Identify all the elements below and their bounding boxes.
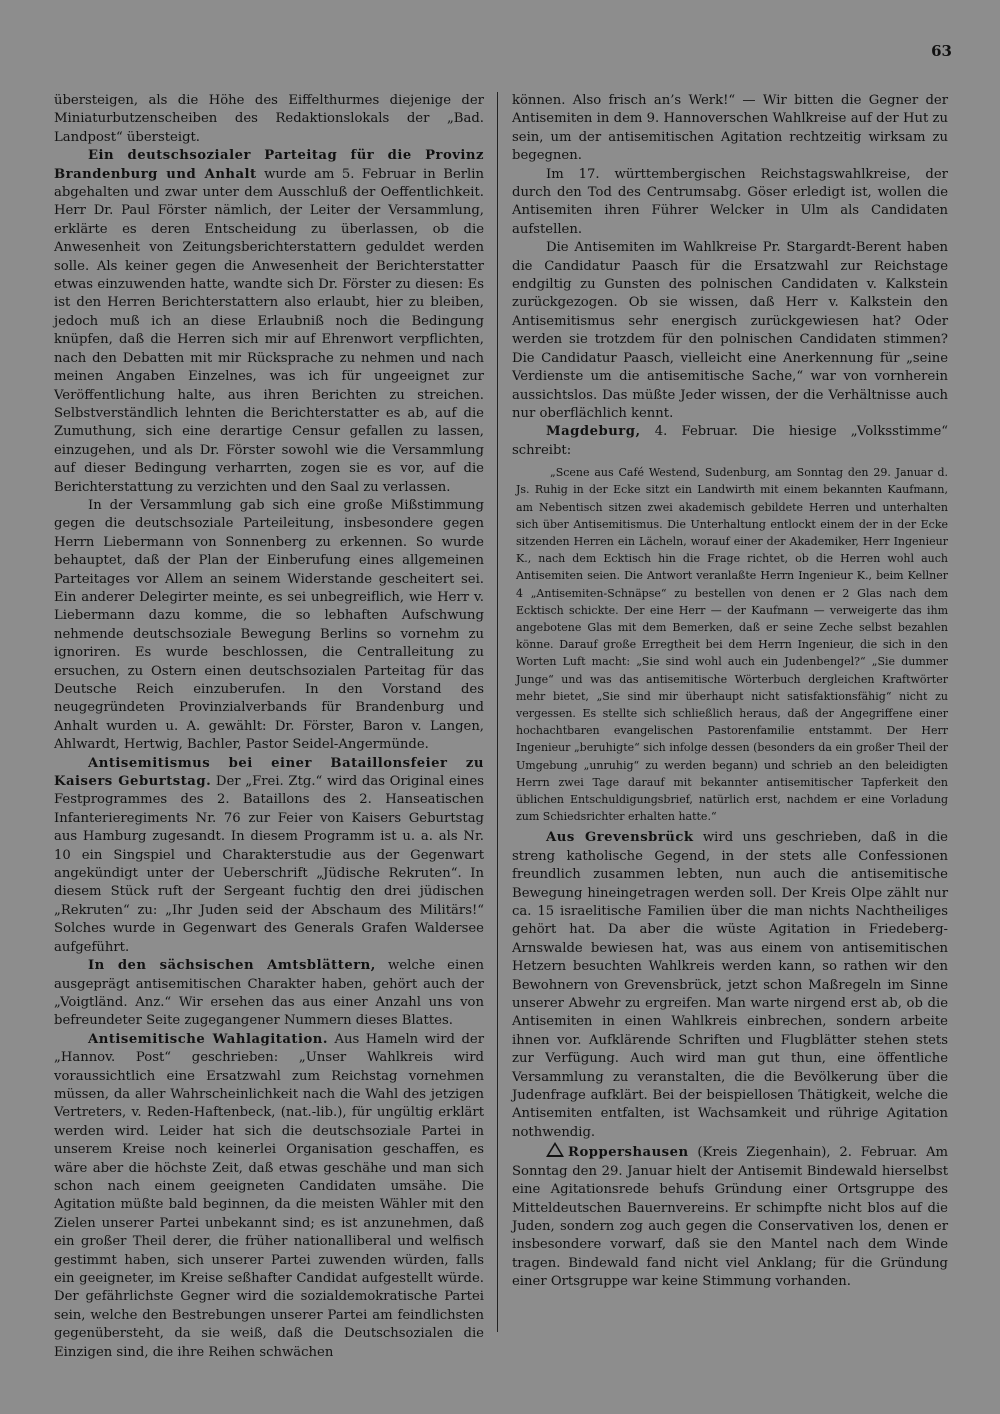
page-number: 63 bbox=[931, 42, 952, 60]
paragraph: Im 17. württembergischen Reichstagswahlkreise, der durch den Tod des Centrumsabg. Göser erledigt ist, wollen die Antisemiten ihren Führer Welcker in Ulm als Candidaten aufstellen. bbox=[512, 166, 948, 237]
paragraph: Die Antisemiten im Wahlkreise Pr. Stargardt-Berent haben die Candidatur Paasch für die Ersatzwahl zur Reichstage endgiltig zu Gunsten des polnischen Candidaten v. Kalkstein zurückgezogen. Ob sie wissen, daß Herr v. Kalkstein den Antisemitismus sehr energisch zurückgewiesen hat? Oder werden sie trotzdem für den polnischen Candidaten stimmen? Die Candidatur Paasch, vielleicht eine Anerkennung für „seine Verdienste um die antisemitische Sache,“ war von vornherein aussichtslos. Das müßte Jeder wissen, der die Verhältnisse auch nur oberflächlich kennt. bbox=[512, 240, 948, 421]
quoted-passage bbox=[512, 464, 948, 825]
article-heading: Ein deutschsozialer Parteitag für die Provinz Brandenburg und Anhalt bbox=[54, 148, 484, 182]
article-bataillonsfeier bbox=[54, 755, 484, 957]
article-heading: Antisemitismus bei einer Bataillonsfeier zu Kaisers Geburtstag. bbox=[54, 755, 484, 790]
article-text: wird uns geschrieben, daß in die streng katholische Gegend, in der stets alle Confessionen freundlich zusammen lebten, nun auch die antisemitische Bewegung hineingetragen werden soll. Der Kreis Olpe zählt nur ca. 15 israelitische Familien über die man nichts Nachtheiliges gehört hat. Da aber die wüste Agitation in Friedeberg-Arnswalde bewiesen hat, was aus einem von antisemitischen Hetzern besuchten Wahlkreis werden kann, so rathen wir den Bewohnern von Grevensbrück, jetzt schon Maßregeln im Sinne unserer Abwehr zu ergreifen. Man warte nirgend erst ab, ob die Antisemiten in einen Wahlkreis einbrechen, sondern arbeite ihnen vor. Aufklärende Schriften und Flugblätter stehen stets zur Verfügung. Auch wird man gut thun, eine öffentliche Versammlung zu veranstalten, die die Bevölkerung über die Judenfrage aufklärt. Bei der beispiellosen Thätigkeit, welche die Antisemiten entfalten, ist Wachsamkeit und rührige Agitation nothwendig. bbox=[512, 830, 948, 1140]
right-column bbox=[512, 92, 948, 1292]
article-heading: Aus Grevensbrück bbox=[546, 830, 694, 846]
article-heading: Roppershausen bbox=[568, 1145, 689, 1161]
article-text: (Kreis Ziegenhain), 2. Februar. Am Sonntag den 29. Januar hielt der Antisemit Bindewald hierselbst eine Agitationsrede behufs Gründung einer Ortsgruppe des Mitteldeutschen Bauernvereins. Er schimpfte nicht blos auf die Juden, sondern zog auch gegen die Conservativen los, denen er insbesondere vorwarf, daß sie den Mantel nach dem Winde tragen. Bindewald fand nicht viel Anklang; für die Gründung einer Ortsgruppe war keine Stimmung vorhanden. bbox=[512, 1145, 948, 1290]
article-wahlagitation bbox=[54, 1031, 484, 1362]
quote-text: „Scene aus Café Westend, Sudenburg, am Sonntag den 29. Januar d. Js. Ruhig in der Ecke sitzt ein Landwirth mit einem bekannten Kaufmann, am Nebentisch sitzen zwei akademisch gebildete Herren und unterhalten sich über Antisemitismus. Die Unterhaltung entlockt einem der in der Ecke sitzenden Herren ein Lächeln, worauf einer der Akademiker, Herr Ingenieur K., nach dem Ecktisch hin die Frage richtet, ob die Herren wohl auch Antisemiten seien. Die Antwort veranlaßte Herrn Ingenieur K., beim Kellner 4 „Antisemiten-Schnäpse“ zu bestellen von denen er 2 Glas nach dem Ecktisch schickte. Der eine Herr — der Kaufmann — verweigerte das ihm angebotene Glas mit dem Bemerken, daß er seine Zeche selbst bezahlen könne. Darauf große Erregtheit bei dem Herrn Ingenieur, die sich in den Worten Luft macht: „Sie sind wohl auch ein Judenbengel?“ „Sie dummer Junge“ und was das antisemitische Wörterbuch dergleichen Kraftwörter mehr bietet, „Sie sind mir überhaupt nicht satisfaktionsfähig“ nicht zu vergessen. Es stellte sich schließlich heraus, daß der Angegriffene einer hochachtbaren evangelischen Pastorenfamilie entstammt. Der Herr Ingenieur „beruhigte“ sich infolge dessen (besonders da ein großer Theil der Umgebung „unruhig“ zu werden begann) und schrieb an den beleidigten Herrn zwei Tage darauf mit bekannter antisemitischer Tapferkeit den üblichen Entschuldigungsbrief, natürlich erst, nachdem er eine Vorladung zum Schiedsrichter erhalten hatte.“ bbox=[516, 466, 948, 824]
article-text: wurde am 5. Februar in Berlin abgehalten und zwar unter dem Ausschluß der Oeffentlichkeit. Herr Dr. Paul Förster nämlich, der Leiter der Versammlung, erklärte es deren Entscheidung zu überlassen, ob die Anwesenheit von Zeitungsberichterstattern geduldet werden solle. Als keiner gegen die Anwesenheit der Berichterstatter etwas einzuwenden hatte, wandte sich Dr. Förster zu diesen: Es ist den Herren Berichterstattern also erlaubt, hier zu bleiben, jedoch muß ich an diese Erlaubniß noch die Bedingung knüpfen, daß die Herren sich mir auf Ehrenwort verpflichten, nach den Debatten mit mir Rücksprache zu nehmen und nach meinen Angaben Einzelnes, was ich für ungeeignet zur Veröffentlichung halte, aus ihren Berichten zu streichen. Selbstverständlich lehnten die Berichterstatter es ab, auf die Zumuthung, sich eine derartige Censur gefallen zu lassen, einzugehen, und als Dr. Förster sowohl wie die Versammlung auf dieser Bedingung verharrten, zogen sie es vor, auf die Berichterstattung zu verzichten und den Saal zu verlassen. bbox=[54, 166, 484, 495]
article-heading: In den sächsischen Amtsblättern, bbox=[88, 958, 376, 974]
article-brandenburg bbox=[54, 147, 484, 497]
article-text: 4. Februar. Die hiesige „Volksstimme“ schreibt: bbox=[512, 424, 948, 458]
article-text: welche einen ausgeprägt antisemitischen Charakter haben, gehört auch der „Voigtländ. Anz.“ Wir ersehen das aus einer Anzahl uns von befreundeter Seite zugegangener Nummern dieses Blattes. bbox=[54, 958, 484, 1029]
article-text: Der „Frei. Ztg.“ wird das Original eines Festprogrammes des 2. Bataillons des 2. Hanseatischen Infanterieregiments Nr. 76 zur Feier von Kaisers Geburtstag aus Hamburg zugesandt. In diesem Programm ist u. a. als Nr. 10 ein Singspiel und Charakterstudie aus der Gegenwart angekündigt unter der Ueberschrift „Jüdische Rekruten“. In diesem Stück ruft der Sergeant fuchtig den drei jüdischen „Rekruten“ zu: „Ihr Juden seid der Abschaum des Militärs!“ Solches wurde in Gegenwart des Generals Grafen Waldersee aufgeführt. bbox=[54, 774, 484, 955]
article-magdeburg bbox=[512, 423, 948, 460]
paragraph: In der Versammlung gab sich eine große Mißstimmung gegen die deutschsoziale Parteileitung, insbesondere gegen Herrn Liebermann von Sonnenberg zu erkennen. So wurde behauptet, daß der Plan der Einberufung eines allgemeinen Parteitages vor Allem an seinem Widerstande gescheitert sei. Ein anderer Delegirter meinte, es sei unbegreiflich, wie Herr v. Liebermann dazu komme, die so lebhaften Aufschwung nehmende deutschsoziale Bewegung Berlins so vornehm zu ignoriren. Es wurde beschlossen, die Centralleitung zu ersuchen, zu Ostern einen deutschsozialen Parteitag für das Deutsche Reich einzuberufen. In den Vorstand des neugegründeten Provinzialverbands für Brandenburg und Anhalt wurden u. A. gewählt: Dr. Förster, Baron v. Langen, Ahlwardt, Hertwig, Bachler, Pastor Seidel-Angermünde. bbox=[54, 497, 484, 753]
article-text: Aus Hameln wird der „Hannov. Post“ geschrieben: „Unser Wahlkreis wird voraussichtlich eine Ersatzwahl zum Reichstag vornehmen müssen, da aller Wahrscheinlichkeit nach die Wahl des jetzigen Vertreters, v. Reden-Haftenbeck, (nat.-lib.), für ungültig erklärt werden wird. Leider hat sich die deutschsoziale Partei in unserem Kreise noch keinerlei Organisation geschaffen, es wäre aber die höchste Zeit, daß etwas geschähe und man sich schon nach einem geeigneten Candidaten umsähe. Die Agitation müßte bald beginnen, da die meisten Wähler mit den Zielen unserer Partei unbekannt sind; es ist anzunehmen, daß ein großer Theil derer, die früher nationalliberal und welfisch gestimmt haben, sich unserer Partei zuwenden würden, falls ein geeigneter, im Kreise seßhafter Candidat aufgestellt würde. Der gefährlichste Gegner wird die sozialdemokratische Partei sein, welche den Bestrebungen unserer Partei am feindlichsten gegenübersteht, da sie weiß, daß die Deutschsozialen die Einzigen sind, die ihre Reihen schwächen bbox=[54, 1031, 485, 1360]
paragraph: übersteigen, als die Höhe des Eiffelthurmes diejenige der Miniaturbutzenscheiben des Redaktionslokals der „Bad. Landpost“ übersteigt. bbox=[54, 93, 484, 145]
article-heading: Antisemitische Wahlagitation. bbox=[88, 1031, 328, 1047]
triangle-icon bbox=[546, 1142, 564, 1157]
article-grevensbrueck bbox=[512, 829, 948, 1142]
article-amtsblaetter bbox=[54, 957, 484, 1031]
left-column bbox=[54, 92, 484, 1362]
article-heading: Magdeburg, bbox=[546, 424, 641, 440]
column-divider bbox=[497, 92, 498, 1332]
article-roppershausen bbox=[512, 1142, 948, 1291]
paragraph: können. Also frisch an’s Werk!“ — Wir bitten die Gegner der Antisemiten in dem 9. Hannoverschen Wahlkreise auf der Hut zu sein, um der antisemitischen Agitation rechtzeitig wirksam zu begegnen. bbox=[512, 93, 948, 164]
